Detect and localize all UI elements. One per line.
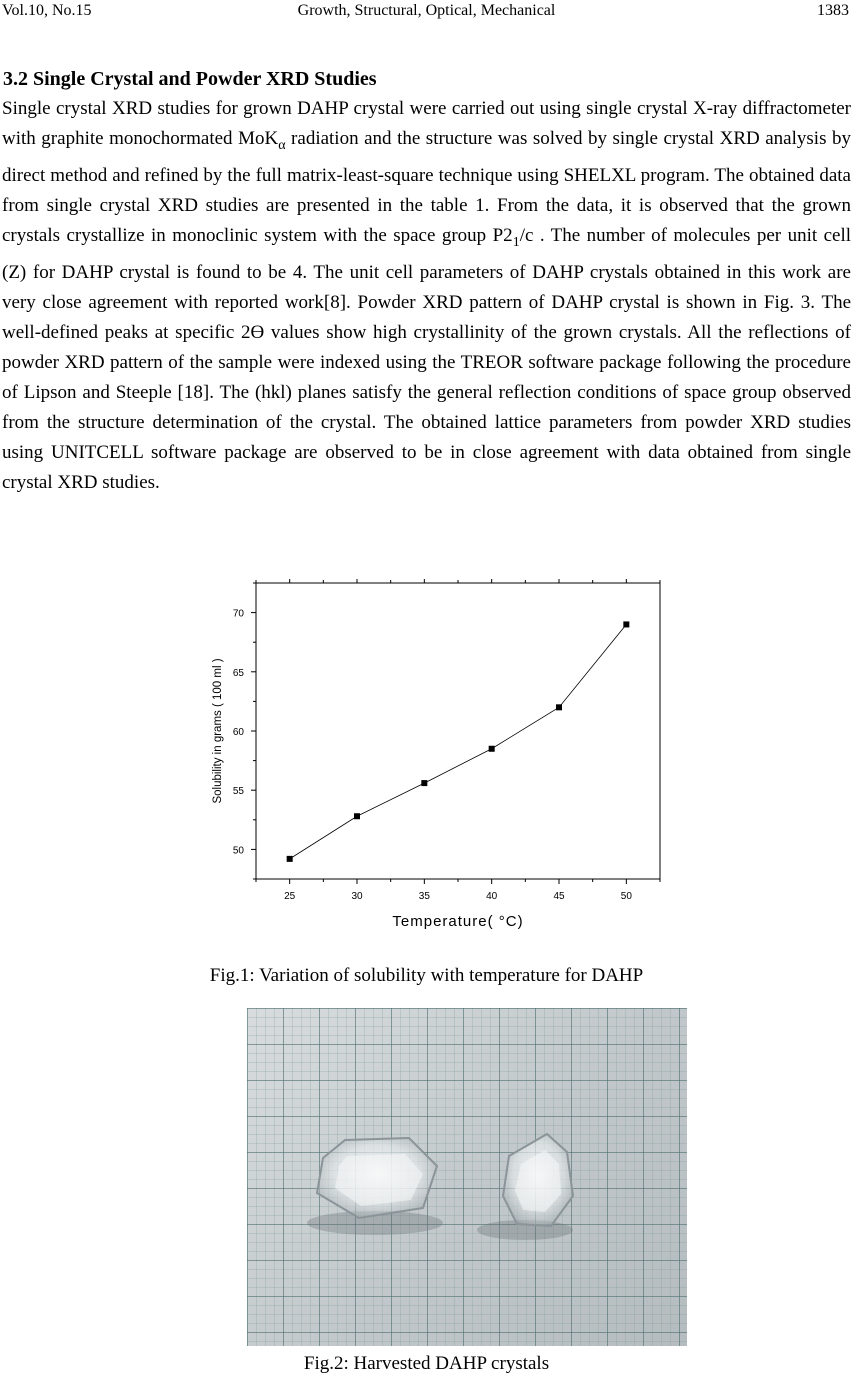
x-tick-label: 30 — [351, 891, 363, 902]
paragraph-part-1: Single crystal XRD studies for grown DAHP crystal were carried out using single crystal X-ray diffractometer with graphite monochormated MoK — [2, 98, 851, 149]
x-tick-label: 25 — [284, 891, 296, 902]
x-axis-label: Temperature( °C) — [392, 913, 524, 930]
data-point — [287, 856, 293, 862]
crystals-illustration — [247, 1008, 687, 1346]
data-point — [556, 704, 562, 710]
running-title: Growth, Structural, Optical, Mechanical — [297, 2, 556, 19]
x-tick-label: 50 — [620, 891, 632, 902]
space-group-subscript: 1 — [512, 234, 520, 250]
solubility-chart — [0, 570, 853, 940]
data-point — [623, 621, 629, 627]
page-number: 1383 — [817, 2, 849, 19]
x-tick-label: 40 — [486, 891, 498, 902]
data-point — [489, 746, 495, 752]
solubility-chart-svg — [0, 570, 853, 940]
alpha-subscript: α — [278, 137, 286, 153]
y-axis-label: Solubility in grams ( 100 ml ) — [212, 658, 224, 804]
plot-frame — [256, 583, 660, 879]
journal-volume: Vol.10, No.15 — [2, 2, 92, 19]
x-axis — [256, 579, 660, 902]
y-tick-label: 55 — [232, 786, 244, 798]
y-tick-label: 50 — [232, 845, 244, 857]
data-point — [354, 813, 360, 819]
series-points — [287, 621, 630, 861]
x-tick-label: 35 — [418, 891, 430, 902]
paragraph-part-3: /c . The number of molecules per unit cell (Z) for DAHP crystal is found to be 4. The unit cell parameters of DAHP crystals obtained in this work are very close agreement with reported work[8]. Powder XRD pattern of DAHP crystal is shown in Fig. 3. The well-defined peaks at specific 2Ɵ values show high crystallinity of the grown crystals. All the reflections of powder XRD pattern of the sample were indexed using the TREOR software package following the procedure of Lipson and Steeple [18]. The (hkl) planes satisfy the general reflection conditions of space group observed from the structure determination of the crystal. The obtained lattice parameters from powder XRD studies using UNITCELL software package are observed to be in close agreement with data obtained from single crystal XRD studies. — [2, 224, 851, 493]
body-paragraph — [2, 94, 851, 498]
running-header — [0, 0, 853, 22]
paragraph-part-2: radiation and the structure was solved by single crystal XRD analysis by direct method and refined by the full matrix-least-square technique using SHELXL program. The obtained data from single crystal XRD studies are presented in the table 1. From the data, it is observed that the grown crystals crystallize in monoclinic system with the space group P2 — [2, 128, 851, 246]
data-point — [421, 780, 427, 786]
x-tick-label: 45 — [553, 891, 565, 902]
series-line — [290, 624, 627, 858]
y-tick-label: 60 — [232, 727, 244, 738]
figure-2-caption: Fig.2: Harvested DAHP crystals — [303, 1353, 550, 1374]
harvested-crystals-photo — [247, 1008, 687, 1346]
section-heading: 3.2 Single Crystal and Powder XRD Studies — [3, 68, 377, 90]
y-tick-label: 70 — [232, 608, 244, 620]
y-axis — [233, 583, 256, 879]
figure-1-caption: Fig.1: Variation of solubility with temperature for DAHP — [209, 965, 644, 986]
y-tick-label: 65 — [232, 667, 244, 679]
